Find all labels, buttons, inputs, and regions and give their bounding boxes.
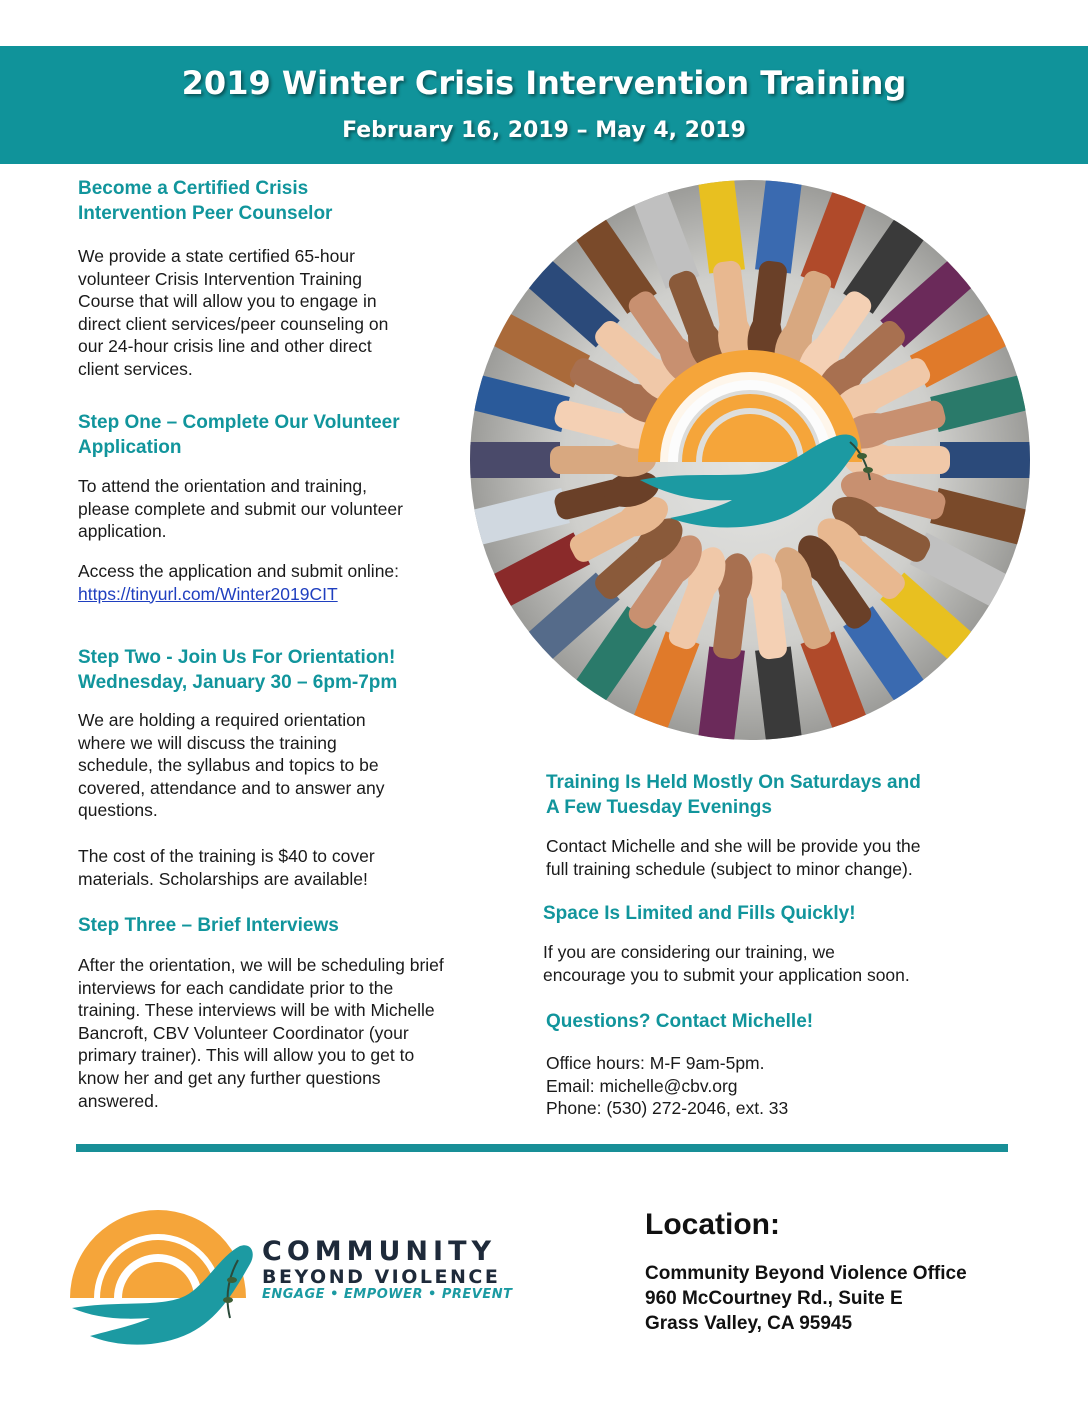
saturdays-heading — [546, 770, 921, 820]
body-line: primary trainer). This will allow you to get to — [78, 1045, 415, 1066]
date-range: February 16, 2019 – May 4, 2019 — [342, 118, 746, 143]
step-two-heading — [78, 645, 397, 695]
body-line: where we will discuss the training — [78, 732, 337, 753]
phone[interactable]: Phone: (530) 272-2046, ext. 33 — [546, 1098, 789, 1119]
brand-subtitle: BEYOND VIOLENCE — [262, 1266, 501, 1288]
body-line: Bancroft, CBV Volunteer Coordinator (your — [78, 1022, 409, 1043]
body-line: encourage you to submit your application soon. — [543, 964, 910, 985]
contact-info — [546, 1052, 788, 1120]
hands-circle-graphic — [470, 180, 1030, 740]
step-one-heading-line: Application — [78, 437, 182, 458]
space-body — [543, 941, 910, 986]
step-one-access — [78, 560, 399, 605]
brand-name: COMMUNITY — [262, 1236, 497, 1267]
body-line: We are holding a required orientation — [78, 710, 366, 730]
body-line: full training schedule (subject to minor change). — [546, 858, 913, 879]
application-link[interactable]: https://tinyurl.com/Winter2019CIT — [78, 583, 338, 604]
body-line: The cost of the training is $40 to cover — [78, 846, 375, 866]
step-three-body — [78, 954, 444, 1112]
step-two-cost — [78, 845, 375, 890]
body-line: To attend the orientation and training, — [78, 476, 367, 496]
access-text: Access the application and submit online: — [78, 561, 400, 581]
step-one-body — [78, 475, 403, 543]
office-hours: Office hours: M-F 9am-5pm. — [546, 1053, 765, 1073]
body-line: interviews for each candidate prior to the — [78, 977, 394, 998]
body-line: our 24-hour crisis line and other direct — [78, 336, 372, 357]
saturdays-body — [546, 835, 921, 880]
body-line: answered. — [78, 1090, 159, 1111]
header-banner — [0, 46, 1088, 164]
body-line: know her and get any further questions — [78, 1067, 381, 1088]
step-two-body — [78, 709, 384, 822]
questions-heading: Questions? Contact Michelle! — [546, 1011, 814, 1032]
brand-tagline: ENGAGE • EMPOWER • PREVENT — [262, 1287, 513, 1302]
body-line: training. These interviews will be with Michelle — [78, 1000, 435, 1021]
hands-circle-photo — [470, 180, 1030, 740]
step-three-heading: Step Three – Brief Interviews — [78, 915, 339, 936]
body-line: Course that will allow you to engage in — [78, 291, 377, 312]
saturdays-heading-line: A Few Tuesday Evenings — [546, 797, 772, 818]
location-title: Location: — [645, 1208, 780, 1241]
page-title: 2019 Winter Crisis Intervention Training — [181, 64, 907, 102]
body-line: After the orientation, we will be scheduling brief — [78, 955, 444, 975]
address-line: 960 McCourtney Rd., Suite E — [645, 1288, 903, 1309]
certified-body — [78, 245, 388, 381]
space-heading: Space Is Limited and Fills Quickly! — [543, 903, 856, 924]
address-line: Community Beyond Violence Office — [645, 1263, 967, 1284]
body-line: materials. Scholarships are available! — [78, 868, 368, 889]
certified-heading-line: Become a Certified Crisis — [78, 178, 309, 199]
address-line: Grass Valley, CA 95945 — [645, 1313, 853, 1334]
body-line: We provide a state certified 65-hour — [78, 246, 355, 266]
step-two-heading-line: Wednesday, January 30 – 6pm-7pm — [78, 672, 398, 693]
body-line: Contact Michelle and she will be provide you the — [546, 836, 921, 856]
email[interactable]: Email: michelle@cbv.org — [546, 1075, 738, 1096]
step-one-heading-line: Step One – Complete Our Volunteer — [78, 412, 400, 433]
body-line: please complete and submit our volunteer — [78, 498, 403, 519]
body-line: questions. — [78, 800, 158, 821]
body-line: If you are considering our training, we — [543, 942, 835, 962]
certified-heading — [78, 176, 332, 226]
body-line: schedule, the syllabus and topics to be — [78, 755, 379, 776]
step-two-heading-line: Step Two - Join Us For Orientation! — [78, 647, 396, 668]
body-line: client services. — [78, 358, 193, 379]
certified-heading-line: Intervention Peer Counselor — [78, 203, 333, 224]
body-line: volunteer Crisis Intervention Training — [78, 268, 363, 289]
body-line: direct client services/peer counseling on — [78, 313, 389, 334]
footer-divider — [76, 1144, 1008, 1152]
step-one-heading — [78, 410, 400, 460]
saturdays-heading-line: Training Is Held Mostly On Saturdays and — [546, 772, 921, 793]
body-line: covered, attendance and to answer any — [78, 777, 385, 798]
body-line: application. — [78, 521, 167, 542]
